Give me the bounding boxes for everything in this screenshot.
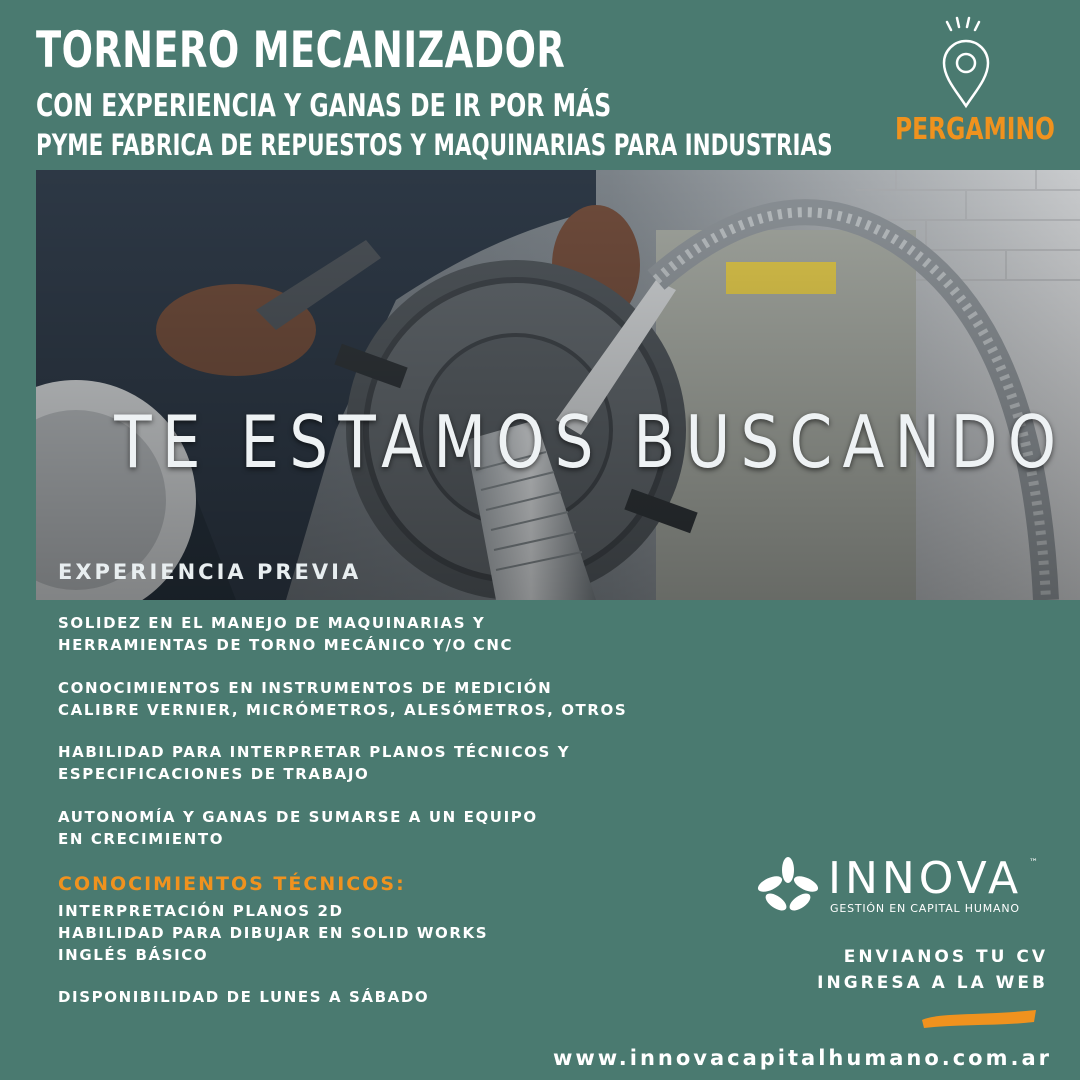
location-label: PERGAMINO xyxy=(895,112,1055,147)
technical-item: HABILIDAD PARA DIBUJAR EN SOLID WORKS xyxy=(58,924,489,942)
cta-send-cv: ENVIANOS TU CV xyxy=(843,947,1048,967)
availability-text: DISPONIBILIDAD DE LUNES A SÁBADO xyxy=(58,988,430,1006)
requirement-line: EN CRECIMIENTO xyxy=(58,830,225,848)
brand-tagline: GESTIÓN EN CAPITAL HUMANO xyxy=(830,902,1020,915)
technical-list xyxy=(58,900,488,966)
requirement-item xyxy=(58,741,570,785)
trademark-mark: ™ xyxy=(1029,858,1038,868)
requirement-line: CONOCIMIENTOS EN INSTRUMENTOS DE MEDICIÓN xyxy=(58,679,553,697)
cta-visit-web: INGRESA A LA WEB xyxy=(817,973,1048,993)
brush-stroke-decoration xyxy=(920,1006,1038,1030)
workshop-photo xyxy=(36,170,1080,600)
requirement-item xyxy=(58,806,538,850)
website-link[interactable]: www.innovacapitalhumano.com.ar xyxy=(552,1046,1052,1070)
requirement-item xyxy=(58,677,627,721)
company-description: PYME FABRICA DE REPUESTOS Y MAQUINARIAS PARA INDUSTRIAS xyxy=(36,128,833,162)
requirement-line: HERRAMIENTAS DE TORNO MECÁNICO Y/O CNC xyxy=(58,636,514,654)
requirement-line: ESPECIFICACIONES DE TRABAJO xyxy=(58,765,370,783)
experience-heading: EXPERIENCIA PREVIA xyxy=(58,560,362,584)
innova-logo xyxy=(756,853,1046,918)
job-subtitle: CON EXPERIENCIA Y GANAS DE IR POR MÁS xyxy=(36,88,612,124)
leaf-flower-icon xyxy=(756,856,820,916)
technical-item: INGLÉS BÁSICO xyxy=(58,946,209,964)
requirement-line: AUTONOMÍA Y GANAS DE SUMARSE A UN EQUIPO xyxy=(58,808,538,826)
photo-headline: TE ESTAMOS BUSCANDO xyxy=(114,400,1067,484)
technical-heading: CONOCIMIENTOS TÉCNICOS: xyxy=(58,873,406,895)
brand-name: INNOVA xyxy=(828,853,1023,904)
map-pin-icon xyxy=(935,16,999,112)
requirement-line: CALIBRE VERNIER, MICRÓMETROS, ALESÓMETROS, OTROS xyxy=(58,701,628,719)
requirement-line: SOLIDEZ EN EL MANEJO DE MAQUINARIAS Y xyxy=(58,614,486,632)
requirement-item xyxy=(58,612,513,656)
technical-item: INTERPRETACIÓN PLANOS 2D xyxy=(58,902,344,920)
requirement-line: HABILIDAD PARA INTERPRETAR PLANOS TÉCNICOS Y xyxy=(58,743,571,761)
job-title: TORNERO MECANIZADOR xyxy=(36,21,566,79)
